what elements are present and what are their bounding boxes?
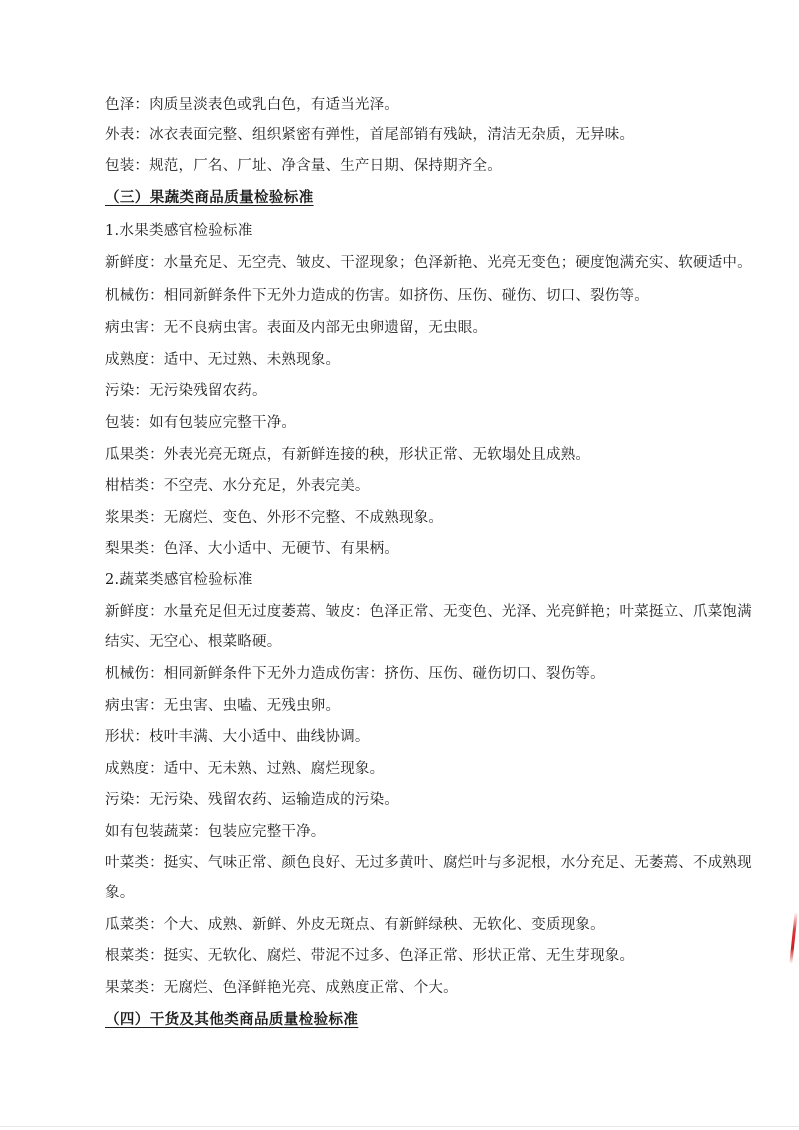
para-veg-ripeness: 成熟度：适中、无未熟、过熟、腐烂现象。	[105, 761, 385, 777]
para-fruit-pests: 病虫害：无不良病虫害。表面及内部无虫卵遗留，无虫眼。	[105, 320, 488, 336]
para-appearance: 外表：冰衣表面完整、组织紧密有弹性，首尾部销有残缺，清洁无杂质，无异味。	[105, 127, 635, 143]
para-melon: 瓜果类：外表光亮无斑点，有新鲜连接的秧，形状正常、无软塌处且成熟。	[105, 447, 591, 463]
para-color-luster: 色泽：肉质呈淡表色或乳白色，有适当光泽。	[105, 97, 399, 113]
section-heading-text: （三）果蔬类商品质量检验标准	[105, 189, 314, 206]
para-veg-shape: 形状：枝叶丰满、大小适中、曲线协调。	[105, 729, 370, 745]
subheading-vegetable: 2.蔬菜类感官检验标准	[105, 572, 253, 588]
subheading-fruit: 1.水果类感官检验标准	[105, 223, 253, 239]
para-veg-pests: 病虫害：无虫害、虫嗑、无残虫卵。	[105, 698, 341, 714]
para-gourd-veg: 瓜菜类：个大、成熟、新鲜、外皮无斑点、有新鲜绿秧、无软化、变质现象。	[105, 917, 605, 933]
para-leafy-veg: 叶菜类：挺实、气味正常、颜色良好、无过多黄叶、腐烂叶与多泥根，水分充足、无萎蔫、不成熟现	[105, 855, 752, 871]
red-ink-mark	[789, 912, 797, 964]
para-fruit-freshness: 新鲜度：水量充足、无空壳、皱皮、干涩现象；色泽新艳、光亮无变色；硬度饱满充实、软硬适中。	[105, 255, 752, 271]
para-citrus: 柑桔类：不空壳、水分充足，外表完美。	[105, 478, 370, 494]
para-fruit-packaging: 包装：如有包装应完整干净。	[105, 415, 297, 431]
para-veg-pollution: 污染：无污染、残留农药、运输造成的污染。	[105, 792, 399, 808]
para-leafy-veg-cont: 象。	[105, 885, 135, 901]
para-pome: 梨果类：色泽、大小适中、无硬节、有果柄。	[105, 541, 399, 557]
page-bottom-edge	[0, 1126, 799, 1127]
para-veg-mechanical-damage: 机械伤：相同新鲜条件下无外力造成伤害：挤伤、压伤、碰伤切口、裂伤等。	[105, 666, 605, 682]
para-root-veg: 根菜类：挺实、无软化、腐烂、带泥不过多、色泽正常、形状正常、无生芽现象。	[105, 948, 635, 964]
para-berry: 浆果类：无腐烂、变色、外形不完整、不成熟现象。	[105, 510, 444, 526]
section-heading-fruit-veg	[105, 188, 314, 208]
para-fruit-pollution: 污染：无污染残留农药。	[105, 383, 267, 399]
para-veg-freshness: 新鲜度：水量充足但无过度萎蔫、皱皮：色泽正常、无变色、光泽、光亮鲜艳；叶菜挺立、爪菜饱满	[105, 604, 752, 620]
para-packaging: 包装：规范，厂名、厂址、净含量、生产日期、保持期齐全。	[105, 158, 502, 174]
section-heading-text: （四）干货及其他类商品质量检验标准	[105, 1011, 359, 1028]
para-veg-packaging: 如有包装蔬菜：包装应完整干净。	[105, 824, 326, 840]
para-veg-freshness-cont: 结实、无空心、根菜略硬。	[105, 634, 282, 650]
para-fruit-ripeness: 成熟度：适中、无过熟、未熟现象。	[105, 352, 341, 368]
para-fruit-veg: 果菜类：无腐烂、色泽鲜艳光亮、成熟度正常、个大。	[105, 980, 458, 996]
section-heading-dry-goods	[105, 1010, 358, 1030]
para-fruit-mechanical-damage: 机械伤：相同新鲜条件下无外力造成的伤害。如挤伤、压伤、碰伤、切口、裂伤等。	[105, 288, 649, 304]
